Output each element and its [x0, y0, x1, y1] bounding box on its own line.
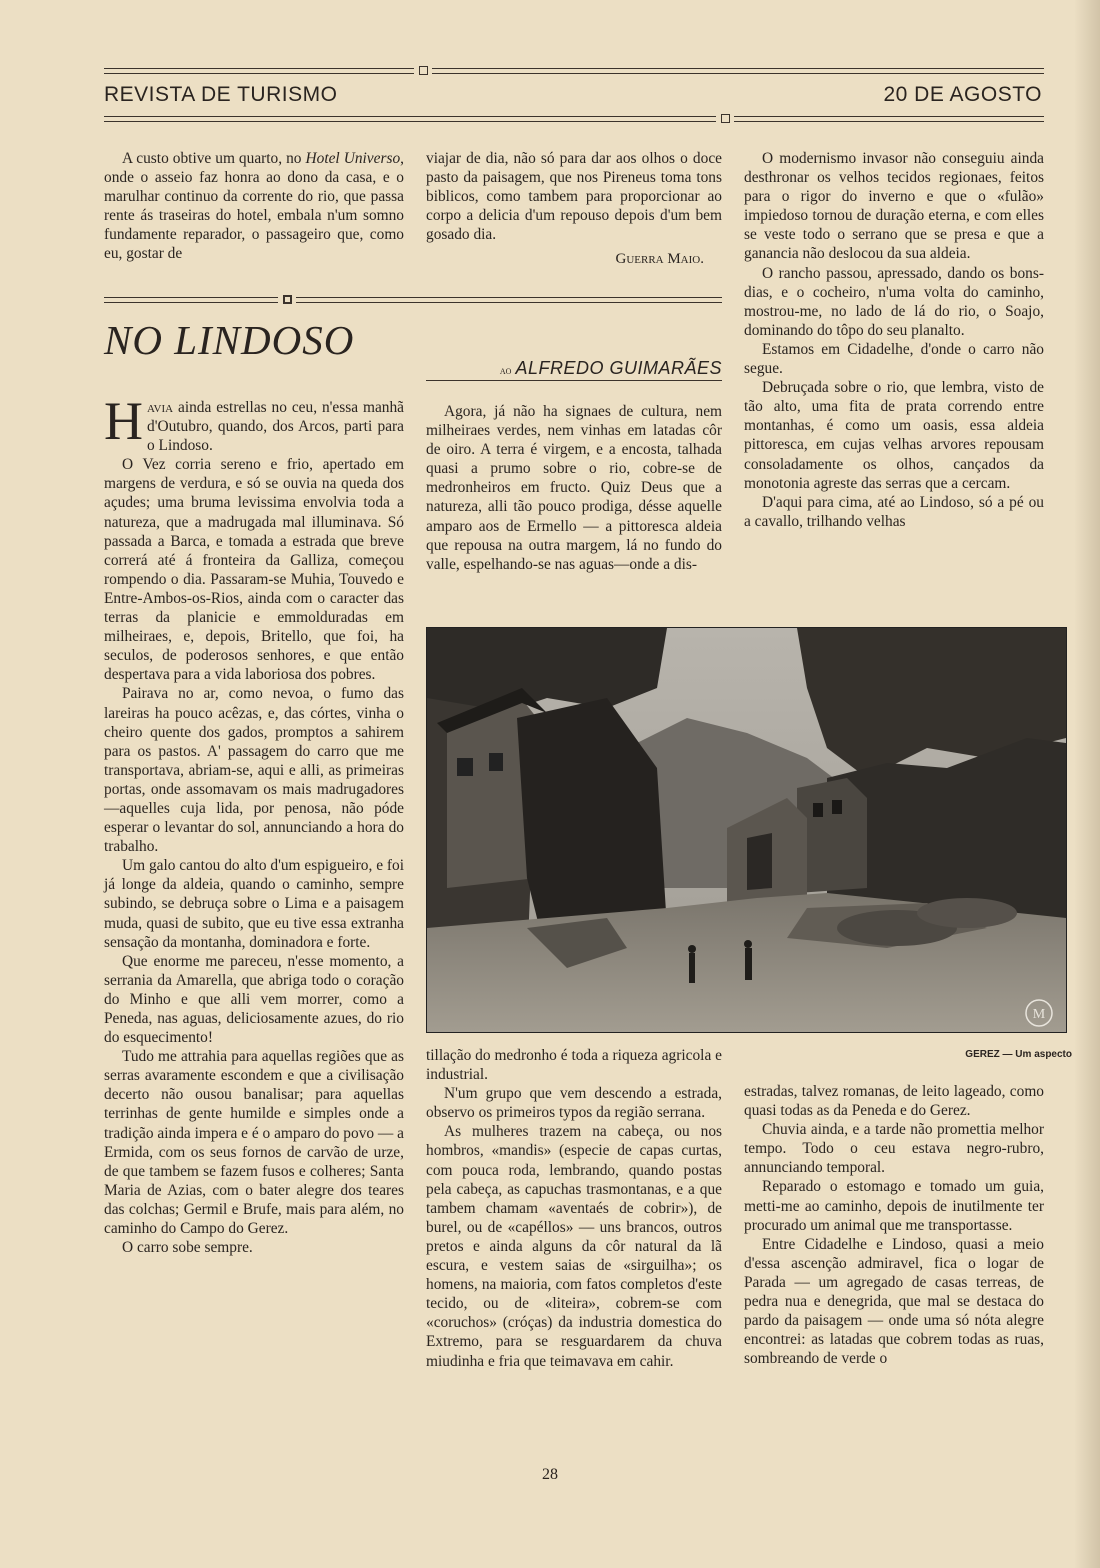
paragraph: estradas, talvez romanas, de leito lageado, como quasi todas as da Peneda e do Gerez.	[744, 1083, 1044, 1120]
photo-monogram: M	[1032, 1007, 1046, 1022]
paragraph: O rancho passou, apressado, dando os bons-dias, e o cocheiro, n'uma volta do caminho, mostrou-me, no lado de lá do rio, o Soajo, dominando do tôpo do seu planalto.	[744, 264, 1044, 339]
section-divider	[104, 297, 722, 303]
paragraph: viajar de dia, não só para dar aos olhos o doce pasto da paisagem, que nos Pireneus toma tons biblicos, como tambem para proporcionar ao corpo a delicia d'um repouso depois d'um bem gosado dia.	[426, 150, 722, 244]
paragraph: Tudo me attrahia para aquellas regiões que as serras avaramente escondem e que a civilisação decerto não ousou banalisar; para aquellas terrinhas de gente humilde e simples onde a tradição ainda impera e é o amparo do povo — a Ermida, com os seus fornos de carvão de urze, de que tambem se fazem fusos e colheres; Santa Maria de Azias, com o bater alegre dos teares das colchas; Germil e Brufe, mais para além, no caminho do Campo do Gerez.	[104, 1048, 404, 1238]
ornament-square	[721, 114, 730, 123]
photograph-gerez	[426, 627, 1067, 1033]
paragraph: Debruçada sobre o rio, que lembra, visto de tão alto, uma fita de prata correndo entre montanhas, é como um oasis, essa aldeia pittoresca, em cujas velhas arvores repousam consoladamente os olhos, cançados da monotonia agreste das serras que a cercam.	[744, 379, 1044, 492]
lead-paragraph: Havia ainda estrellas no ceu, n'essa manhã d'Outubro, quando, dos Arcos, parti para o Lindoso.	[104, 391, 404, 455]
author-signature: Guerra Maio.	[615, 251, 704, 268]
column-2-top	[426, 149, 722, 270]
paragraph: tillação do medronho é toda a riqueza agricola e industrial.	[426, 1047, 722, 1084]
paragraph: Estamos em Cidadelhe, d'onde o carro não segue.	[744, 340, 1044, 378]
page-edge-shadow	[1074, 0, 1100, 1568]
paragraph: Pairava no ar, como nevoa, o fumo das lareiras ha pouco acêzas, e, das córtes, vinha o cheiro quente dos gados, promptos a sahirem para os pastos. A' passagem do carro que me transportava, abriam-se, aqui e alli, as primeiras portas, onde assomavam os mais madrugadores—aquelles cuja lida, por penosa, não póde esperar o levantar do sol, annunciando a hora do trabalho.	[104, 685, 404, 856]
dedication-prefix: ao	[499, 363, 512, 377]
paragraph: N'um grupo que vem descendo a estrada, observo os primeiros typos da região serrana.	[426, 1085, 722, 1122]
column-2-bottom	[426, 1046, 722, 1371]
photo-caption: GEREZ — Um aspecto	[965, 1049, 1072, 1060]
drop-cap: H	[104, 391, 143, 451]
ornament-square	[283, 295, 292, 304]
column-1-top	[104, 149, 404, 264]
photo-illustration	[427, 628, 1066, 1032]
paragraph: O modernismo invasor não conseguiu ainda desthronar os velhos tecidos regionaes, feitos para o rigor do inverno e que o «fulão» impiedoso tornou de duração eterna, e com elles se veste todo o serrano que se presa e que a ganancia não deslocou da sua aldeia.	[744, 150, 1044, 263]
paragraph: D'aqui para cima, até ao Lindoso, só a pé ou a cavallo, trilhando velhas	[744, 493, 1044, 530]
paragraph: Que enorme me pareceu, n'esse momento, a serrania da Amarella, que abriga todo o coração do Minho e que alli vem morrer, como a Peneda, nas aguas, deliciosamente azues, do rio do esquecimento!	[104, 952, 404, 1047]
paragraph: Entre Cidadelhe e Lindoso, quasi a meio d'essa ascenção admiravel, fica o logar de Parada — um agregado de casas terreas, de pedra nua e denegrida, que mal se destaca do pardo da paisagem — onde uma só nóta alegre encontrei: as latadas que cobrem todas as ruas, sombreando de verde o	[744, 1235, 1044, 1368]
paragraph: Reparado o estomago e tomado um guia, metti-me ao caminho, depois de inutilmente ter procurado um animal que me transportasse.	[744, 1178, 1044, 1234]
column-1-body	[104, 391, 404, 1257]
dedication-rule	[426, 380, 722, 381]
paragraph: Chuvia ainda, e a tarde não promettia melhor tempo. Todo o ceu estava negro-rubro, annunciando temporal.	[744, 1121, 1044, 1177]
running-head-date: 20 DE AGOSTO	[883, 83, 1042, 106]
dedication	[426, 358, 722, 379]
paragraph: Agora, já não ha signaes de cultura, nem milheiraes verdes, nem vinhas em latadas côr de oiro. A terra é virgem, e a encosta, talhada quasi a prumo sobre o rio, cobre-se de medronheiros em fructo. Quiz Deus que a natureza, alli tão pouco prodiga, désse aquelle amparo aos de Ermello — a pittoresca aldeia que repousa na outra margem, lá no fundo do valle, espelhando-se nas aguas—onde a dis-	[426, 403, 722, 573]
column-2-mid	[426, 402, 722, 574]
paragraph: O carro sobe sempre.	[122, 1239, 253, 1257]
ornament-square	[419, 66, 428, 75]
column-3-top	[744, 149, 1044, 531]
article-title: NO LINDOSO	[104, 317, 355, 363]
paragraph: A custo obtive um quarto, no Hotel Universo, onde o asseio faz honra ao dono da casa, e o marulhar continuo da corrente do rio, que passa rente ás traseiras do hotel, embala n'um somno fundamente reparador, o passageiro que, como eu, gostar de	[104, 150, 405, 263]
header-rule-bottom	[104, 116, 1044, 122]
column-3-bottom	[744, 1082, 1044, 1368]
paragraph: Um galo cantou do alto d'um espigueiro, e foi já longe da aldeia, quando o caminho, sempre subindo, se debruça sobre o Lima e a paisagem muda, quasi de subito, que eu tive essa extranha sensação da montanha, dominadora e forte.	[104, 857, 404, 951]
running-head-title: REVISTA DE TURISMO	[104, 83, 338, 106]
header-rule-top	[104, 68, 1044, 74]
paragraph: As mulheres trazem na cabeça, ou nos hombros, «mandis» (especie de capas curtas, com pouca roda, lembrando, quando postas pela cabeça, as capuchas trasmontanas, e a que tambem chamam «aventaés de cobrir»), de burel, ou de «capéllos» — uns brancos, outros pretos e ainda alguns da côr natural da lã escura, e vestem saias de «sirguilha»; os homens, na maioria, com fatos completos d'este tecido, ou de «liteira», cobrem-se com «coruchos» (cróças) da industria domestica do Extremo, para se resguardarem da chuva miudinha e fria que teimavava em cahir.	[426, 1123, 722, 1370]
dedication-name: ALFREDO GUIMARÃES	[515, 358, 722, 378]
paragraph: O Vez corria sereno e frio, apertado em margens de verdura, e só se ouvia na queda dos açudes; uma bruma levissima envolvia toda a natureza, que a madrugada mal illuminava. Só passada a Barca, e tomada a estrada que breve correrá até á fronteira da Galliza, começou rompendo o dia. Passaram-se Muhia, Touvedo e Entre-Ambos-os-Rios, ainda com o caracter das terras da planicie e emmolduradas em milheiraes, e, depois, Britello, que foi, ha seculos, de poderosos senhores, e que então despertava para a vida laboriosa dos pobres.	[104, 456, 404, 684]
page-number: 28	[542, 1466, 558, 1483]
